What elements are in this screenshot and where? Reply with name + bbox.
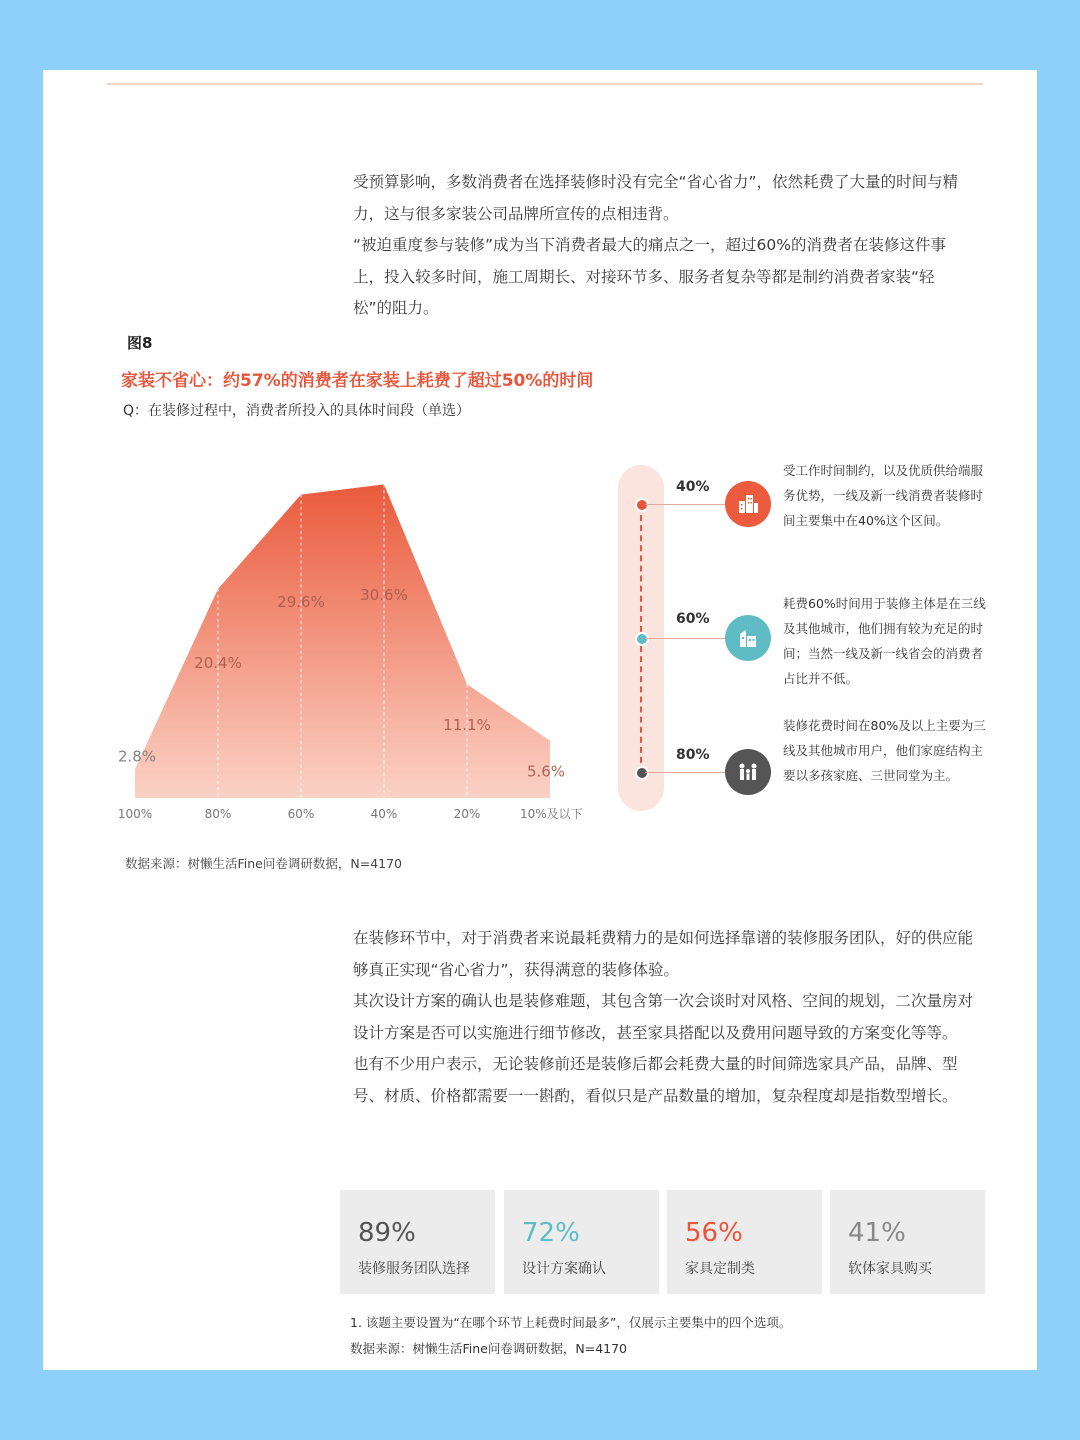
figure-title: 家装不省心：约57%的消费者在家装上耗费了超过50%的时间 xyxy=(121,371,594,391)
x-tick-label: 40% xyxy=(370,807,398,821)
stat-label: 装修服务团队选择 xyxy=(358,1261,470,1277)
stat-value: 56% xyxy=(685,1218,743,1248)
stat-card-team xyxy=(340,1190,495,1294)
timeline-pct-80: 80% xyxy=(676,747,710,763)
stat-value: 89% xyxy=(358,1218,416,1248)
stat-label: 设计方案确认 xyxy=(522,1261,606,1277)
report-page xyxy=(43,70,1037,1370)
footnote-source: 数据来源：树懒生活Fine问卷调研数据，N=4170 xyxy=(350,1341,628,1356)
data-label: 30.6% xyxy=(360,586,408,605)
timeline-connector-60 xyxy=(645,638,725,639)
timeline-dot-60 xyxy=(635,632,649,646)
footnote-note: 1. 该题主要设置为“在哪个环节上耗费时间最多”，仅展示主要集中的四个选项。 xyxy=(350,1315,792,1330)
x-tick-label: 20% xyxy=(453,807,481,821)
intro-text xyxy=(353,167,973,325)
data-label: 11.1% xyxy=(443,716,491,735)
x-tick-label: 80% xyxy=(204,807,232,821)
stat-cards xyxy=(340,1190,990,1298)
stat-card-design xyxy=(504,1190,659,1294)
timeline-dot-40 xyxy=(635,498,649,512)
figure-question: Q：在装修过程中，消费者所投入的具体时间段（单选） xyxy=(123,403,471,419)
area-series xyxy=(135,484,550,798)
timeline-connector-80 xyxy=(645,772,725,773)
timeline-panel xyxy=(618,465,1038,815)
timeline-desc-40: 受工作时间制约，以及优质供给端服务优势，一线及新一线消费者装修时间主要集中在40%这个区间。 xyxy=(783,463,984,528)
timeline-desc-60: 耗费60%时间用于装修主体是在三线及其他城市，他们拥有较为充足的时间；当然一线及新一线省会的消费者占比并不低。 xyxy=(783,596,986,686)
stat-value: 41% xyxy=(848,1218,906,1248)
stat-label: 软体家具购买 xyxy=(848,1261,932,1277)
body-text xyxy=(353,923,973,1112)
city-buildings-icon xyxy=(725,481,771,527)
data-label: 2.8% xyxy=(117,747,157,766)
timeline-desc-80: 装修花费时间在80%及以上主要为三线及其他城市用户，他们家庭结构主要以多孩家庭、三世同堂为主。 xyxy=(783,718,986,783)
stat-value: 72% xyxy=(522,1218,580,1248)
x-tick-label: 60% xyxy=(287,807,315,821)
time-area-chart xyxy=(103,450,603,850)
family-icon xyxy=(725,749,771,795)
data-label: 20.4% xyxy=(194,654,242,673)
figure-source: 数据来源：树懒生活Fine问卷调研数据，N=4170 xyxy=(125,856,403,871)
stat-label: 家具定制类 xyxy=(685,1261,755,1277)
intro-paragraph-1: 受预算影响，多数消费者在选择装修时没有完全“省心省力”，依然耗费了大量的时间与精力，这与很多家装公司品牌所宣传的点相违背。 xyxy=(353,173,959,223)
intro-paragraph-2: “被迫重度参与装修”成为当下消费者最大的痛点之一，超过60%的消费者在装修这件事上，投入较多时间，施工周期长、对接环节多、服务者复杂等都是制约消费者家装“轻松”的阻力。 xyxy=(353,236,947,317)
stat-card-custom-furniture xyxy=(667,1190,822,1294)
body-paragraph-2: 其次设计方案的确认也是装修难题，其包含第一次会谈时对风格、空间的规划，二次量房对设计方案是否可以实施进行细节修改，甚至家具搭配以及费用问题导致的方案变化等等。 xyxy=(353,992,974,1042)
footnotes xyxy=(350,1313,791,1357)
timeline-pct-40: 40% xyxy=(676,479,710,495)
top-divider xyxy=(107,83,983,85)
data-label: 29.6% xyxy=(277,592,325,611)
town-buildings-icon xyxy=(725,615,771,661)
timeline-pct-60: 60% xyxy=(676,611,710,627)
body-paragraph-1: 在装修环节中，对于消费者来说最耗费精力的是如何选择靠谱的装修服务团队，好的供应能够真正实现“省心省力”，获得满意的装修体验。 xyxy=(353,929,974,979)
data-label: 5.6% xyxy=(526,762,566,781)
stat-card-soft-furniture xyxy=(830,1190,985,1294)
x-tick-label: 100% xyxy=(117,807,153,821)
body-paragraph-3: 也有不少用户表示，无论装修前还是装修后都会耗费大量的时间筛选家具产品，品牌、型号、材质、价格都需要一一斟酌，看似只是产品数量的增加，复杂程度却是指数型增长。 xyxy=(353,1055,958,1105)
timeline-dot-80 xyxy=(635,766,649,780)
figure-label: 图8 xyxy=(127,334,153,352)
x-tick-label: 10%及以下 xyxy=(520,807,583,821)
timeline-connector-40 xyxy=(645,504,725,505)
